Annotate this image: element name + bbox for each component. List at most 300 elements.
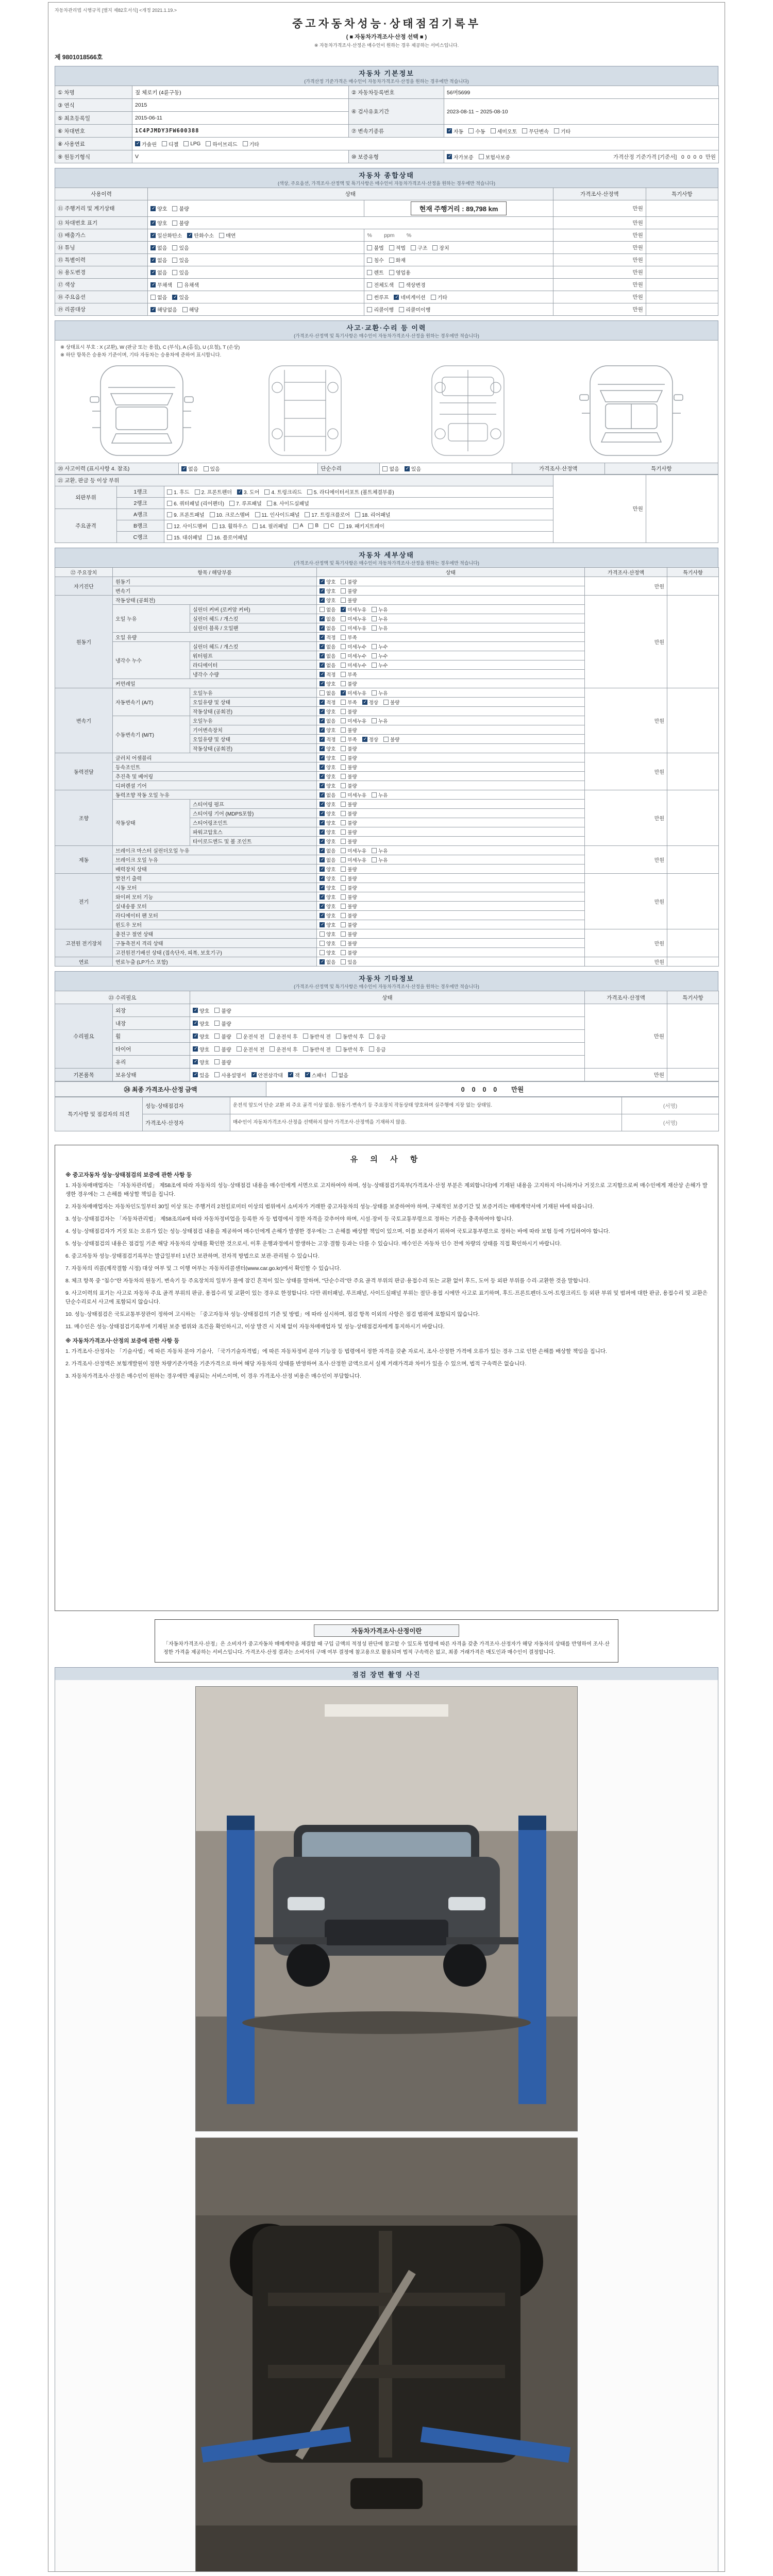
checkbox-option[interactable] bbox=[320, 736, 335, 743]
notices-title: 유 의 사 항 bbox=[350, 1155, 423, 1164]
checkbox-option[interactable] bbox=[367, 306, 394, 313]
checkbox-option[interactable] bbox=[554, 127, 570, 135]
checkbox-box-icon bbox=[193, 1046, 198, 1052]
field-cell bbox=[190, 1043, 585, 1056]
checkbox-option[interactable] bbox=[320, 717, 335, 724]
checkbox-option[interactable] bbox=[320, 662, 335, 669]
checkbox-label: 양호 bbox=[326, 802, 336, 808]
checkbox-option[interactable] bbox=[431, 293, 447, 301]
checkbox-option[interactable] bbox=[399, 281, 426, 289]
checkbox-option[interactable] bbox=[172, 219, 189, 227]
table-row bbox=[55, 1082, 719, 1097]
checkbox-box-icon bbox=[320, 792, 325, 798]
checkbox-option[interactable] bbox=[341, 949, 357, 956]
checkbox-option[interactable] bbox=[193, 1045, 209, 1053]
checkbox-option[interactable] bbox=[172, 244, 189, 251]
checkbox-option[interactable] bbox=[150, 256, 167, 264]
checkbox-label: 없음 bbox=[157, 270, 167, 276]
checkbox-option[interactable] bbox=[372, 791, 388, 799]
checkbox-option[interactable] bbox=[383, 736, 399, 743]
checkbox-box-icon bbox=[320, 644, 325, 649]
cell-text: 만원 bbox=[653, 1033, 664, 1040]
checkbox-option[interactable] bbox=[214, 1071, 246, 1079]
checkbox-option[interactable] bbox=[267, 499, 309, 507]
checkbox-option[interactable] bbox=[177, 281, 199, 289]
cell-text: 만원 bbox=[632, 245, 643, 251]
checkbox-option[interactable] bbox=[182, 306, 199, 313]
checkbox-box-icon bbox=[320, 718, 325, 723]
checkbox-option[interactable] bbox=[479, 153, 510, 161]
checkbox-option[interactable] bbox=[229, 499, 262, 507]
checkbox-box-icon bbox=[367, 307, 372, 312]
checkbox-option[interactable] bbox=[367, 244, 383, 251]
notice-item: 7. 자동차의 리콜(제작결함 시정) 대상 여부 및 그 이행 여부는 자동차리콜센터(www.car.go.kr)에서 확인할 수 있습니다. bbox=[65, 1265, 341, 1272]
field-label bbox=[113, 800, 190, 846]
checkbox-option[interactable] bbox=[362, 699, 378, 706]
field-cell bbox=[553, 475, 646, 543]
checkbox-option[interactable] bbox=[320, 875, 335, 882]
checkbox-label: 장치 bbox=[439, 246, 449, 251]
checkbox-option[interactable] bbox=[320, 856, 335, 863]
checkbox-label: 양호 bbox=[199, 1021, 210, 1027]
field-cell bbox=[317, 744, 585, 753]
checkbox-option[interactable] bbox=[332, 1071, 348, 1079]
checkbox-option[interactable] bbox=[372, 615, 388, 622]
checkbox-option[interactable] bbox=[324, 523, 334, 529]
checkbox-option[interactable] bbox=[341, 708, 357, 715]
checkbox-option[interactable] bbox=[341, 597, 357, 604]
checkbox-option[interactable] bbox=[305, 1071, 327, 1079]
cell-text: 특기사항 및 점검자의 의견 bbox=[68, 1111, 130, 1117]
plate-number bbox=[444, 86, 719, 99]
checkbox-option[interactable] bbox=[341, 940, 357, 947]
checkbox-option[interactable] bbox=[305, 511, 350, 518]
checkbox-option[interactable] bbox=[341, 624, 366, 632]
cell-text: ㉑ 교환, 판금 등 이상 부위 bbox=[58, 478, 120, 484]
checkbox-option[interactable] bbox=[320, 791, 335, 799]
checkbox-option[interactable] bbox=[320, 745, 335, 752]
checkbox-option[interactable] bbox=[214, 1058, 231, 1066]
checkbox-box-icon bbox=[150, 221, 156, 226]
checkbox-label: 불량 bbox=[347, 755, 357, 761]
checkbox-label: 불량 bbox=[347, 950, 357, 956]
checkbox-option[interactable] bbox=[339, 522, 384, 530]
checkbox-box-icon bbox=[320, 588, 325, 594]
checkbox-label: A bbox=[299, 523, 304, 529]
field-cell bbox=[317, 614, 585, 623]
checkbox-option[interactable] bbox=[320, 893, 335, 901]
checkbox-option[interactable] bbox=[253, 522, 288, 530]
checkbox-option[interactable] bbox=[341, 643, 366, 650]
checkbox-option[interactable] bbox=[320, 699, 335, 706]
checkbox-option[interactable] bbox=[341, 893, 357, 901]
notice-item: 6. 중고자동차 성능·상태점검기록부는 발급일부터 1년간 보관하며, 전자적 방법으로 보관·관리될 수 있습니다. bbox=[65, 1253, 320, 1259]
checkbox-option[interactable] bbox=[355, 511, 390, 518]
checkbox-box-icon bbox=[341, 690, 346, 696]
checkbox-option[interactable] bbox=[362, 736, 378, 743]
checkbox-option[interactable] bbox=[320, 912, 335, 919]
checkbox-box-icon bbox=[341, 820, 346, 825]
checkbox-option[interactable] bbox=[193, 1020, 209, 1027]
checkbox-option[interactable] bbox=[303, 1045, 331, 1053]
checkbox-option[interactable] bbox=[341, 912, 357, 919]
checkbox-option[interactable] bbox=[270, 1045, 297, 1053]
checkbox-option[interactable] bbox=[341, 689, 366, 697]
checkbox-option[interactable] bbox=[214, 1020, 231, 1027]
checkbox-option[interactable] bbox=[341, 921, 357, 928]
checkbox-option[interactable] bbox=[320, 671, 335, 678]
checkbox-option[interactable] bbox=[320, 958, 335, 965]
checkbox-option[interactable] bbox=[150, 205, 167, 212]
field-label bbox=[190, 698, 317, 707]
field-cell bbox=[317, 651, 585, 660]
checkbox-option[interactable] bbox=[372, 624, 388, 632]
notice-item: 9. 사고이력의 표기는 사고로 자동차 주요 골격 부위의 판금, 용접수리 및 교환이 있는 경우로 한정합니다. 다만 쿼터패널, 루프패널, 사이드실패널 부위는 절단·용접 시에만 사고로 표기하며, 후드·프론트펜더·도어·트렁크리드 등 외판 부위 및 범퍼에 대한 판금, 용접수리 및 교환은 단순수리로서 사고에 포함되지 않습니다. bbox=[65, 1290, 708, 1305]
table-row bbox=[55, 138, 719, 150]
checkbox-option[interactable] bbox=[341, 671, 357, 678]
checkbox-option[interactable] bbox=[264, 488, 301, 496]
checkbox-option[interactable] bbox=[293, 523, 304, 529]
checkbox-label: 리콜이행 bbox=[374, 308, 394, 313]
checkbox-option[interactable] bbox=[341, 745, 357, 752]
field-label bbox=[113, 883, 317, 892]
checkbox-option[interactable] bbox=[369, 1032, 385, 1040]
checkbox-option[interactable] bbox=[341, 930, 357, 938]
checkbox-option[interactable] bbox=[367, 268, 383, 276]
checkbox-option[interactable] bbox=[237, 488, 259, 496]
checkbox-option[interactable] bbox=[167, 499, 224, 507]
checkbox-option[interactable] bbox=[135, 140, 157, 148]
checkbox-option[interactable] bbox=[341, 875, 357, 882]
cell-text: ⑩ 보증유형 bbox=[351, 154, 379, 160]
section-note-overall: (색상, 주요옵션, 가격조사·산정액 및 특기사항은 매수인이 자동차가격조사·산정을 원하는 경우에만 적습니다) bbox=[277, 181, 496, 186]
checkbox-option[interactable] bbox=[394, 293, 425, 301]
checkbox-option[interactable] bbox=[367, 281, 394, 289]
checkbox-option[interactable] bbox=[372, 847, 388, 854]
checkbox-option[interactable] bbox=[432, 244, 449, 251]
checkbox-option[interactable] bbox=[320, 828, 335, 836]
checkbox-option[interactable] bbox=[411, 244, 427, 251]
table-row bbox=[55, 688, 719, 698]
checkbox-option[interactable] bbox=[172, 205, 189, 212]
checkbox-option[interactable] bbox=[320, 940, 335, 947]
inspection-validity bbox=[444, 99, 719, 125]
field-label bbox=[113, 781, 317, 790]
checkbox-label: 무단변속 bbox=[529, 129, 549, 135]
checkbox-option[interactable] bbox=[320, 587, 335, 595]
checkbox-option[interactable] bbox=[320, 643, 335, 650]
checkbox-label: 일산화탄소 bbox=[157, 233, 182, 239]
checkbox-label: 운전석 후 bbox=[276, 1047, 298, 1053]
checkbox-box-icon bbox=[372, 616, 377, 621]
cell-text: ⑯ 용도변경 bbox=[58, 269, 86, 276]
checkbox-option[interactable] bbox=[320, 921, 335, 928]
checkbox-option[interactable] bbox=[219, 231, 236, 239]
field-label bbox=[190, 614, 317, 623]
field-cell bbox=[317, 855, 585, 865]
checkbox-option[interactable] bbox=[150, 281, 172, 289]
checkbox-option[interactable] bbox=[172, 293, 189, 301]
checkbox-box-icon bbox=[372, 848, 377, 853]
checkbox-label: 불량 bbox=[390, 737, 400, 743]
field-label bbox=[55, 279, 148, 291]
checkbox-option[interactable] bbox=[320, 634, 335, 641]
field-label bbox=[55, 112, 132, 125]
checkbox-option[interactable] bbox=[214, 1045, 231, 1053]
field-label bbox=[55, 568, 113, 577]
checkbox-option[interactable] bbox=[270, 1032, 297, 1040]
checkbox-option[interactable] bbox=[193, 1058, 209, 1066]
checkbox-option[interactable] bbox=[372, 652, 388, 659]
checkbox-option[interactable] bbox=[150, 268, 167, 276]
checkbox-option[interactable] bbox=[372, 856, 388, 863]
field-cell bbox=[622, 1114, 719, 1131]
checkbox-option[interactable] bbox=[341, 662, 366, 669]
checkbox-option[interactable] bbox=[207, 533, 247, 541]
cell-text: 배력장치 상태 bbox=[115, 867, 147, 873]
checkbox-option[interactable] bbox=[320, 801, 335, 808]
checkbox-option[interactable] bbox=[320, 847, 335, 854]
car-diagrams bbox=[59, 359, 714, 462]
checkbox-option[interactable] bbox=[183, 141, 200, 147]
checkbox-box-icon bbox=[308, 523, 313, 529]
checkbox-option[interactable] bbox=[372, 717, 388, 724]
checkbox-option[interactable] bbox=[447, 153, 474, 161]
checkbox-option[interactable] bbox=[193, 1032, 209, 1040]
checkbox-option[interactable] bbox=[341, 699, 357, 706]
checkbox-label: 불량 bbox=[347, 811, 357, 817]
checkbox-option[interactable] bbox=[255, 511, 300, 518]
checkbox-option[interactable] bbox=[468, 127, 485, 135]
checkbox-option[interactable] bbox=[150, 219, 167, 227]
checkbox-box-icon bbox=[341, 588, 346, 594]
checkbox-option[interactable] bbox=[320, 866, 335, 873]
field-cell bbox=[132, 138, 719, 150]
checkbox-option[interactable] bbox=[341, 958, 357, 965]
checkbox-option[interactable] bbox=[167, 533, 202, 541]
checkbox-option[interactable] bbox=[162, 140, 178, 148]
checkbox-option[interactable] bbox=[167, 522, 207, 530]
field-cell bbox=[646, 242, 718, 254]
checkbox-option[interactable] bbox=[341, 764, 357, 771]
checkbox-option[interactable] bbox=[367, 256, 383, 264]
checkbox-option[interactable] bbox=[341, 828, 357, 836]
vin bbox=[132, 125, 349, 138]
cell-text: 윈도우 모터 bbox=[115, 923, 142, 928]
checkbox-option[interactable] bbox=[320, 838, 335, 845]
checkbox-option[interactable] bbox=[522, 127, 549, 135]
checkbox-option[interactable] bbox=[341, 615, 366, 622]
checkbox-box-icon bbox=[341, 811, 346, 816]
checkbox-option[interactable] bbox=[206, 140, 237, 148]
checkbox-option[interactable] bbox=[214, 1032, 231, 1040]
checkbox-option[interactable] bbox=[372, 606, 388, 613]
checkbox-option[interactable] bbox=[320, 764, 335, 771]
checkbox-option[interactable] bbox=[288, 1071, 300, 1079]
checkbox-option[interactable] bbox=[320, 680, 335, 687]
checkbox-option[interactable] bbox=[341, 717, 366, 724]
checkbox-option[interactable] bbox=[320, 606, 335, 613]
checkbox-option[interactable] bbox=[320, 949, 335, 956]
checkbox-option[interactable] bbox=[405, 465, 421, 472]
checkbox-box-icon bbox=[303, 1046, 308, 1052]
checkbox-label: 4. 트렁크리드 bbox=[271, 490, 302, 496]
cell-text: ⑰ 색상 bbox=[58, 282, 75, 288]
checkbox-option[interactable] bbox=[447, 127, 463, 135]
checkbox-option[interactable] bbox=[369, 1045, 385, 1053]
checkbox-option[interactable] bbox=[341, 810, 357, 817]
checkbox-option[interactable] bbox=[336, 1032, 364, 1040]
checkbox-option[interactable] bbox=[237, 1045, 264, 1053]
checkbox-option[interactable] bbox=[172, 256, 189, 264]
checkbox-option[interactable] bbox=[320, 903, 335, 910]
checkbox-option[interactable] bbox=[341, 773, 357, 780]
checkbox-option[interactable] bbox=[491, 127, 517, 135]
checkbox-option[interactable] bbox=[372, 662, 388, 669]
checkbox-option[interactable] bbox=[341, 819, 357, 826]
checkbox-label: LPG bbox=[190, 141, 201, 147]
notice-item: 3. 자동차가격조사·산정은 매수인이 원하는 경우에만 제공되는 서비스이며, 이 경우 가격조사·산정 비용은 매수인이 부담합니다. bbox=[65, 1373, 361, 1379]
checkbox-option[interactable] bbox=[167, 488, 189, 496]
notice-item: 2. 가격조사·산정액은 보험개발원이 정한 차량기준가액을 기준가격으로 하여 해당 자동차의 상태를 반영하여 조사·산정한 금액으로서 실제 거래가격과 차이가 있을 수 있으며, 법적 구속력은 없습니다. bbox=[65, 1361, 527, 1367]
checkbox-option[interactable] bbox=[303, 1032, 331, 1040]
checkbox-box-icon bbox=[372, 857, 377, 862]
checkbox-option[interactable] bbox=[341, 736, 357, 743]
checkbox-option[interactable] bbox=[341, 634, 357, 641]
checkbox-option[interactable] bbox=[341, 856, 366, 863]
table-row bbox=[55, 217, 718, 229]
section-note-etc: (가격조사·산정액 및 특기사항은 매수인이 자동차가격조사·산정을 원하는 경우에만 적습니다) bbox=[294, 984, 479, 989]
checkbox-option[interactable] bbox=[372, 643, 388, 650]
checkbox-label: 동반석 전 bbox=[309, 1047, 331, 1053]
checkbox-option[interactable] bbox=[389, 244, 406, 251]
checkbox-box-icon bbox=[320, 672, 325, 677]
checkbox-option[interactable] bbox=[187, 231, 214, 239]
field-label bbox=[55, 200, 148, 217]
cell-text: 성능·상태점검자 bbox=[145, 1103, 184, 1109]
field-cell bbox=[317, 837, 585, 846]
checkbox-option[interactable] bbox=[150, 244, 167, 251]
checkbox-box-icon bbox=[341, 876, 346, 881]
field-cell bbox=[190, 1056, 585, 1069]
checkbox-option[interactable] bbox=[167, 511, 204, 518]
checkbox-option[interactable] bbox=[251, 1071, 283, 1079]
checkbox-option[interactable] bbox=[336, 1045, 364, 1053]
checkbox-label: B bbox=[315, 523, 319, 529]
checkbox-label: 스패너 bbox=[311, 1073, 327, 1079]
checkbox-option[interactable] bbox=[367, 293, 389, 301]
cell-text: 짚 체로키 (4륜구동) bbox=[135, 89, 181, 96]
checkbox-option[interactable] bbox=[341, 838, 357, 845]
checkbox-option[interactable] bbox=[150, 293, 167, 301]
checkbox-option[interactable] bbox=[320, 930, 335, 938]
checkbox-box-icon bbox=[341, 774, 346, 779]
checkbox-option[interactable] bbox=[320, 782, 335, 789]
checkbox-option[interactable] bbox=[372, 689, 388, 697]
field-cell bbox=[317, 623, 585, 633]
checkbox-option[interactable] bbox=[210, 511, 250, 518]
checkbox-label: 3. 도어 bbox=[244, 490, 260, 496]
field-cell bbox=[148, 229, 364, 242]
checkbox-label: 없음 bbox=[326, 718, 336, 724]
checkbox-option[interactable] bbox=[308, 523, 318, 529]
checkbox-option[interactable] bbox=[320, 773, 335, 780]
field-cell bbox=[317, 660, 585, 670]
table-row bbox=[55, 150, 719, 163]
checkbox-option[interactable] bbox=[341, 801, 357, 808]
checkbox-option[interactable] bbox=[150, 231, 182, 239]
checkbox-option[interactable] bbox=[383, 699, 399, 706]
checkbox-option[interactable] bbox=[193, 1071, 209, 1079]
checkbox-option[interactable] bbox=[320, 624, 335, 632]
checkbox-option[interactable] bbox=[204, 465, 220, 472]
checkbox-option[interactable] bbox=[214, 1007, 231, 1014]
cell-text: 주요골격 bbox=[75, 523, 96, 529]
field-label bbox=[55, 1069, 113, 1081]
checkbox-option[interactable] bbox=[195, 488, 232, 496]
field-label bbox=[113, 874, 317, 883]
checkbox-option[interactable] bbox=[320, 819, 335, 826]
checkbox-option[interactable] bbox=[150, 306, 177, 313]
checkbox-option[interactable] bbox=[341, 866, 357, 873]
checkbox-option[interactable] bbox=[320, 754, 335, 761]
checkbox-option[interactable] bbox=[212, 522, 247, 530]
checkbox-option[interactable] bbox=[399, 306, 430, 313]
checkbox-option[interactable] bbox=[320, 597, 335, 604]
checkbox-box-icon bbox=[320, 607, 325, 612]
checkbox-option[interactable] bbox=[320, 652, 335, 659]
cell-text: 만원 bbox=[632, 206, 643, 212]
checkbox-option[interactable] bbox=[320, 810, 335, 817]
checkbox-option[interactable] bbox=[341, 754, 357, 761]
cell-text: 오일누유 bbox=[193, 719, 213, 724]
checkbox-option[interactable] bbox=[172, 268, 189, 276]
checkbox-option[interactable] bbox=[341, 680, 357, 687]
checkbox-box-icon bbox=[369, 1046, 374, 1052]
checkbox-option[interactable] bbox=[341, 587, 357, 595]
checkbox-option[interactable] bbox=[320, 578, 335, 585]
checkbox-option[interactable] bbox=[320, 689, 335, 697]
checkbox-option[interactable] bbox=[237, 1032, 264, 1040]
checkbox-option[interactable] bbox=[341, 884, 357, 891]
checkbox-option[interactable] bbox=[320, 615, 335, 622]
checkbox-option[interactable] bbox=[341, 652, 366, 659]
checkbox-box-icon bbox=[167, 523, 172, 529]
checkbox-option[interactable] bbox=[341, 903, 357, 910]
checkbox-option[interactable] bbox=[320, 884, 335, 891]
field-cell bbox=[646, 291, 718, 303]
panel-exchange-table bbox=[55, 474, 718, 543]
checkbox-option[interactable] bbox=[307, 488, 394, 496]
checkbox-option[interactable] bbox=[341, 606, 366, 613]
cell-text: 특기사항 bbox=[683, 570, 703, 576]
checkbox-option[interactable] bbox=[341, 782, 357, 789]
checkbox-option[interactable] bbox=[341, 791, 366, 799]
checkbox-option[interactable] bbox=[181, 465, 198, 472]
checkbox-box-icon bbox=[320, 904, 325, 909]
checkbox-label: 없음 bbox=[326, 625, 336, 632]
checkbox-option[interactable] bbox=[243, 140, 259, 148]
checkbox-option[interactable] bbox=[389, 268, 411, 276]
checkbox-option[interactable] bbox=[341, 578, 357, 585]
checkbox-option[interactable] bbox=[320, 708, 335, 715]
checkbox-option[interactable] bbox=[382, 465, 399, 472]
checkbox-option[interactable] bbox=[341, 726, 357, 734]
checkbox-option[interactable] bbox=[389, 256, 406, 264]
checkbox-option[interactable] bbox=[320, 726, 335, 734]
checkbox-option[interactable] bbox=[341, 847, 366, 854]
checkbox-option[interactable] bbox=[193, 1007, 209, 1014]
